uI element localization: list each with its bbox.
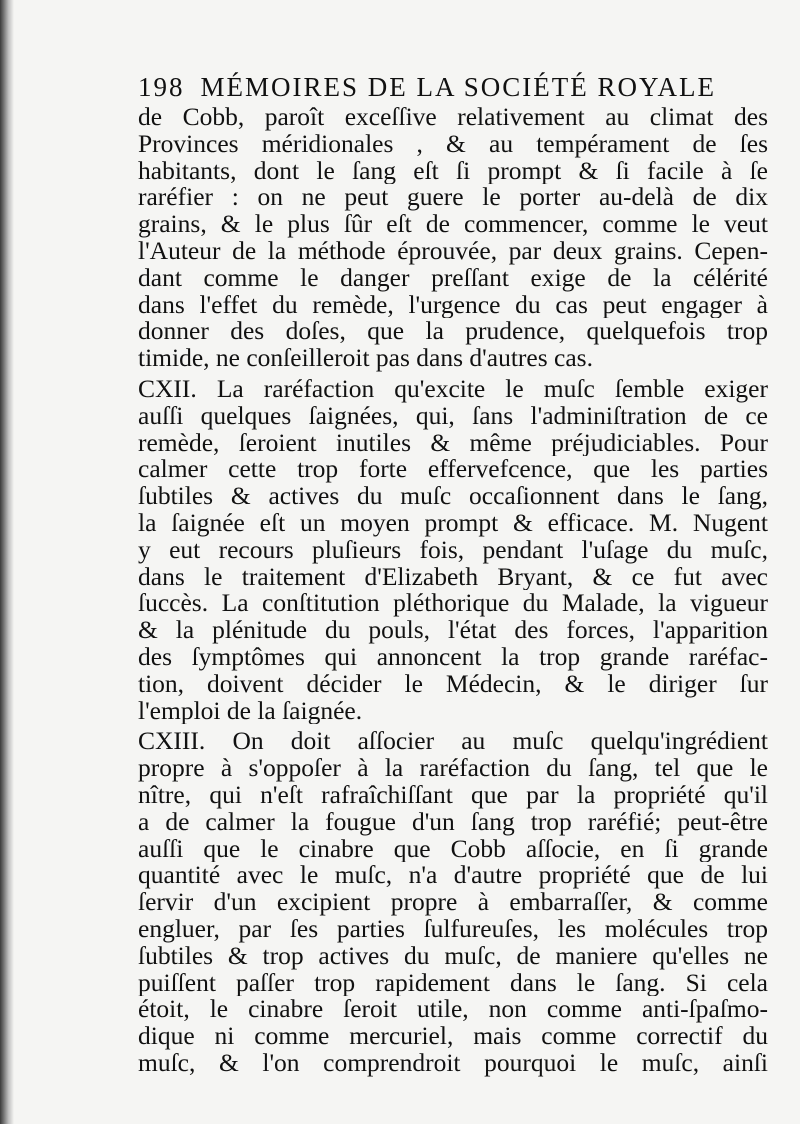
text-line: l'Auteur de la méthode éprouvée, par deux grains. Cepen-: [138, 237, 768, 265]
text-line: dans le traitement d'Elizabeth Bryant, & ce fut avec: [138, 563, 768, 591]
text-line: & la plénitude du pouls, l'état des forces, l'apparition: [138, 617, 768, 644]
paragraph-cxii: [138, 376, 768, 724]
text-line: puiſſent paſſer trop rapidement dans le ſang. Si cela: [138, 969, 768, 997]
text-line: ſervir d'un excipient propre à embarraſſer, & comme: [138, 889, 768, 916]
text-line: engluer, par ſes parties ſulfureuſes, les molécules trop: [138, 915, 768, 943]
text-line: y eut recours pluſieurs fois, pendant l'uſage du muſc,: [138, 536, 768, 564]
text-line: a de calmer la fougue d'un ſang trop raréfié; peut-être: [138, 808, 768, 836]
text-line: dans l'effet du remède, l'urgence du cas peut engager à: [138, 291, 768, 319]
text-line: étoit, le cinabre ſeroit utile, non comme anti-ſpaſmo-: [138, 996, 768, 1024]
text-line: dique ni comme mercuriel, mais comme correctif du: [138, 1023, 768, 1050]
page-gutter-shadow: [0, 0, 14, 1124]
text-line: muſc, & l'on comprendroit pourquoi le muſc, ainſi: [138, 1049, 768, 1077]
paragraph-cxiii: [138, 728, 768, 1076]
text-line: dant comme le danger preſſant exige de la célérité: [138, 264, 768, 292]
text-line: ſubtiles & actives du muſc occaſionnent dans le ſang,: [138, 483, 768, 510]
text-line: des ſymptômes qui annoncent la trop grande raréfac-: [138, 643, 768, 671]
text-line: l'emploi de la ſaignée.: [138, 697, 363, 725]
text-line: ſuccès. La conſtitution pléthorique du Malade, la vigueur: [138, 590, 768, 618]
text-line: remède, ſeroient inutiles & même préjudiciables. Pour: [138, 429, 768, 457]
text-line: grains, & le plus ſûr eſt de commencer, comme le veut: [138, 211, 768, 238]
page-number: 198: [138, 72, 185, 102]
text-line: timide, ne conſeilleroit pas dans d'autres cas.: [138, 345, 593, 372]
text-line: propre à s'oppoſer à la raréfaction du ſang, tel que le: [138, 755, 768, 782]
running-title: MÉMOIRES DE LA SOCIÉTÉ ROYALE: [200, 72, 716, 102]
text-line: nître, qui n'eſt rafraîchiſſant que par la propriété qu'il: [138, 781, 768, 809]
text-line: tion, doivent décider le Médecin, & le diriger ſur: [138, 670, 768, 698]
body-text: [138, 104, 768, 1077]
text-line: la ſaignée eſt un moyen prompt & efficace. M. Nugent: [138, 509, 768, 537]
text-line: donner des doſes, que la prudence, quelquefois trop: [138, 318, 768, 346]
text-line: auſſi que le cinabre que Cobb aſſocie, en ſi grande: [138, 835, 768, 863]
text-line: quantité avec le muſc, n'a d'autre propriété que de lui: [138, 862, 768, 890]
text-line: ſubtiles & trop actives du muſc, de maniere qu'elles ne: [138, 942, 768, 970]
running-header: [138, 72, 768, 103]
text-line: CXIII. On doit aſſocier au muſc quelqu'ingrédient: [138, 728, 768, 756]
text-line: Provinces méridionales , & au tempérament de ſes: [138, 130, 768, 158]
paragraph-1: [138, 104, 768, 372]
text-line: calmer cette trop forte effervefcence, que les parties: [138, 456, 768, 484]
text-line: habitants, dont le ſang eſt ſi prompt & ſi facile à ſe: [138, 157, 768, 185]
text-line: de Cobb, paroît exceſſive relativement au climat des: [138, 104, 768, 131]
text-line: raréfier : on ne peut guere le porter au-delà de dix: [138, 184, 768, 212]
text-line: CXII. La raréfaction qu'excite le muſc ſemble exiger: [138, 375, 768, 403]
text-line: auſſi quelques ſaignées, qui, ſans l'adminiſtration de ce: [138, 402, 768, 430]
